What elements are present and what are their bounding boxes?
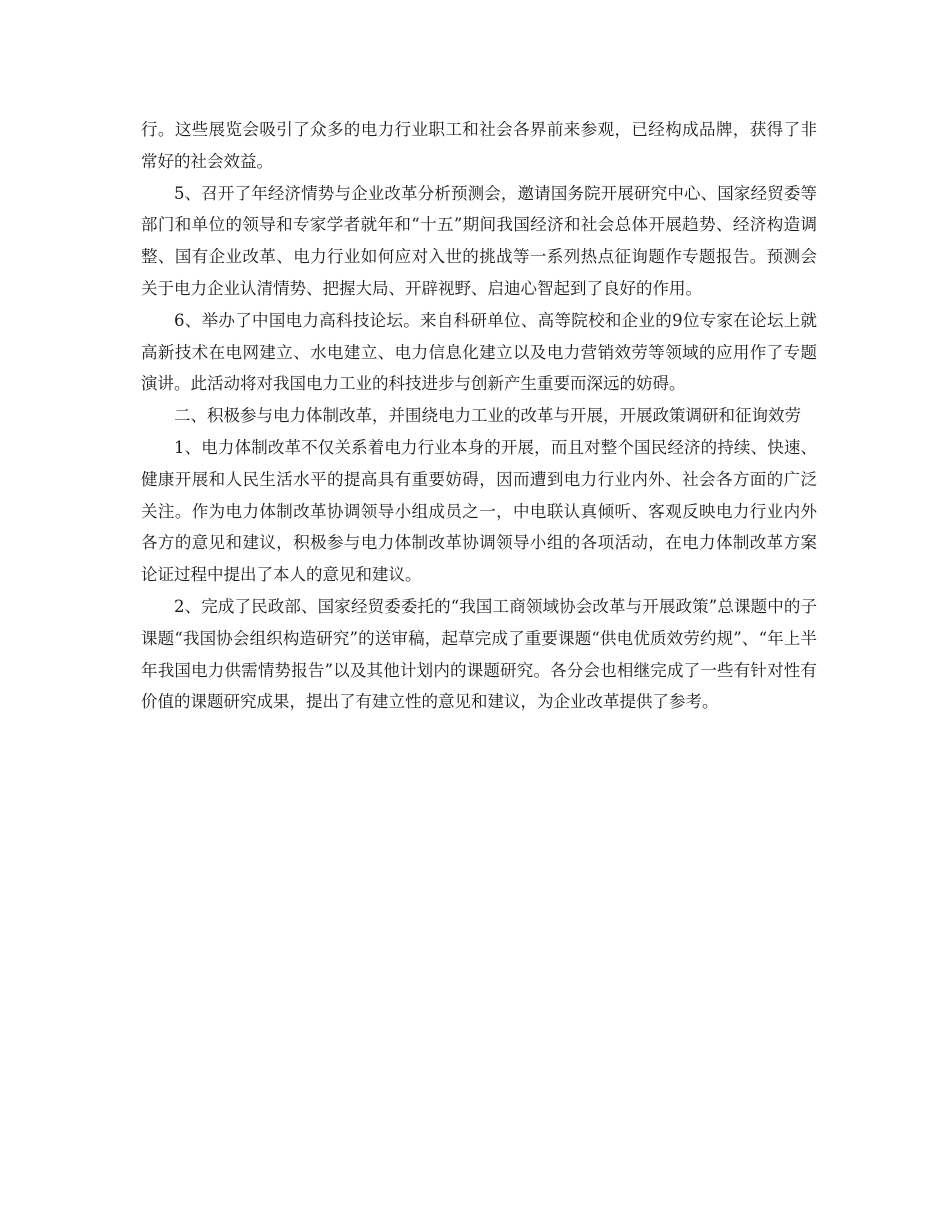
paragraph-continuation: 行。这些展览会吸引了众多的电力行业职工和社会各界前来参观，已经构成品牌，获得了非常好的社会效益。	[141, 120, 817, 171]
section-heading-2: 二、积极参与电力体制改革，并围绕电力工业的改革与开展，开展政策调研和征询效劳	[174, 406, 801, 426]
paragraph-item-6: 6、举办了中国电力高科技论坛。来自科研单位、高等院校和企业的9位专家在论坛上就高新技术在电网建立、水电建立、电力信息化建立以及电力营销效劳等领域的应用作了专题演讲。此活动将对我国电力工业的科技进步与创新产生重要而深远的妨碍。	[141, 310, 817, 394]
paragraph-item-1: 1、电力体制改革不仅关系着电力行业本身的开展，而且对整个国民经济的持续、快速、健康开展和人民生活水平的提高具有重要妨碍，因而遭到电力行业内外、社会各方面的广泛关注。作为电力体制改革协调领导小组成员之一，中电联认真倾听、客观反映电力行业内外各方的意见和建议，积极参与电力体制改革协调领导小组的各项活动，在电力体制改革方案论证过程中提出了本人的意见和建议。	[141, 437, 817, 585]
document-body	[141, 114, 817, 718]
paragraph-item-5: 5、召开了年经济情势与企业改革分析预测会，邀请国务院开展研究中心、国家经贸委等部门和单位的领导和专家学者就年和“十五”期间我国经济和社会总体开展趋势、经济构造调整、国有企业改革、电力行业如何应对入世的挑战等一系列热点征询题作专题报告。预测会关于电力企业认清情势、把握大局、开辟视野、启迪心智起到了良好的作用。	[141, 183, 817, 298]
paragraph-item-2: 2、完成了民政部、国家经贸委委托的“我国工商领域协会改革与开展政策”总课题中的子课题“我国协会组织构造研究”的送审稿，起草完成了重要课题“供电优质效劳约规”、“年上半年我国电力供需情势报告”以及其他计划内的课题研究。各分会也相继完成了一些有针对性有价值的课题研究成果，提出了有建立性的意见和建议，为企业改革提供了参考。	[141, 596, 817, 712]
